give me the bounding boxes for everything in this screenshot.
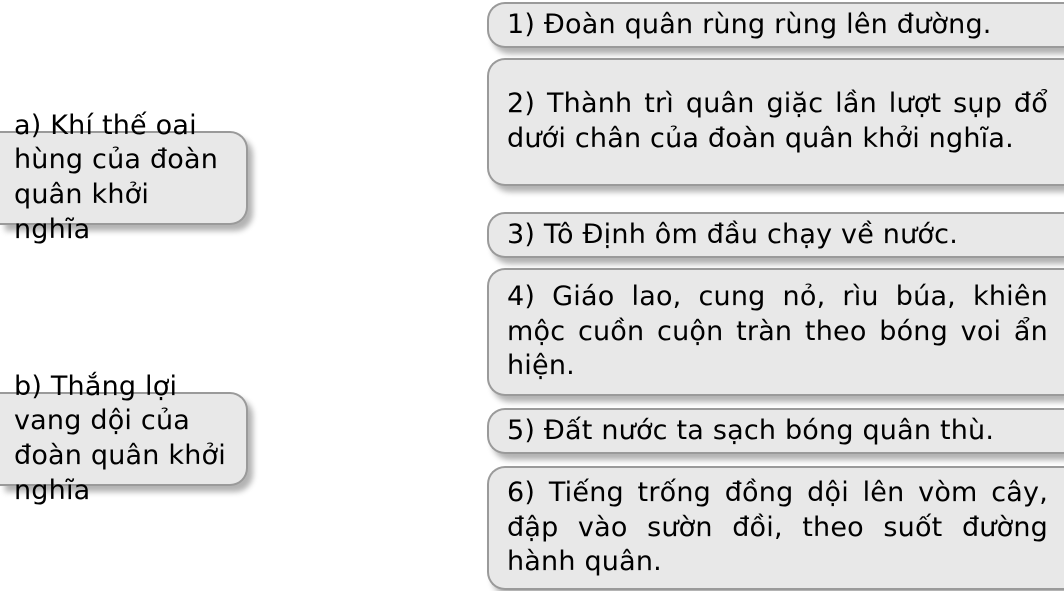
statement-label-5: 5) Đất nước ta sạch bóng quân thù.: [507, 414, 995, 446]
category-card-a[interactable]: [0, 109, 248, 245]
statement-label-6: 6) Tiếng trống đồng dội lên vòm cây, đập vào sườn đồi, theo suốt đường hành quân.: [507, 477, 1048, 578]
statement-label-2: 2) Thành trì quân giặc lần lượt sụp đổ dưới chân của đoàn quân khởi nghĩa.: [507, 88, 1048, 154]
category-card-b[interactable]: [0, 370, 248, 506]
statement-label-1: 1) Đoàn quân rùng rùng lên đường.: [507, 8, 992, 40]
statement-card-1[interactable]: [487, 2, 1064, 48]
statement-card-2[interactable]: [487, 58, 1064, 186]
category-label-a: a) Khí thế oai hùng của đoàn quân khởi nghĩa: [14, 109, 219, 245]
statement-label-3: 3) Tô Định ôm đầu chạy về nước.: [507, 218, 958, 250]
statement-card-6[interactable]: [487, 466, 1064, 590]
statement-label-4: 4) Giáo lao, cung nỏ, rìu búa, khiên mộc cuồn cuộn tràn theo bóng voi ẩn hiện.: [507, 281, 1048, 382]
statement-card-3[interactable]: [487, 212, 1064, 258]
statement-card-5[interactable]: [487, 408, 1064, 454]
statement-card-4[interactable]: [487, 268, 1064, 396]
category-label-b: b) Thắng lợi vang dội của đoàn quân khởi nghĩa: [14, 370, 226, 506]
